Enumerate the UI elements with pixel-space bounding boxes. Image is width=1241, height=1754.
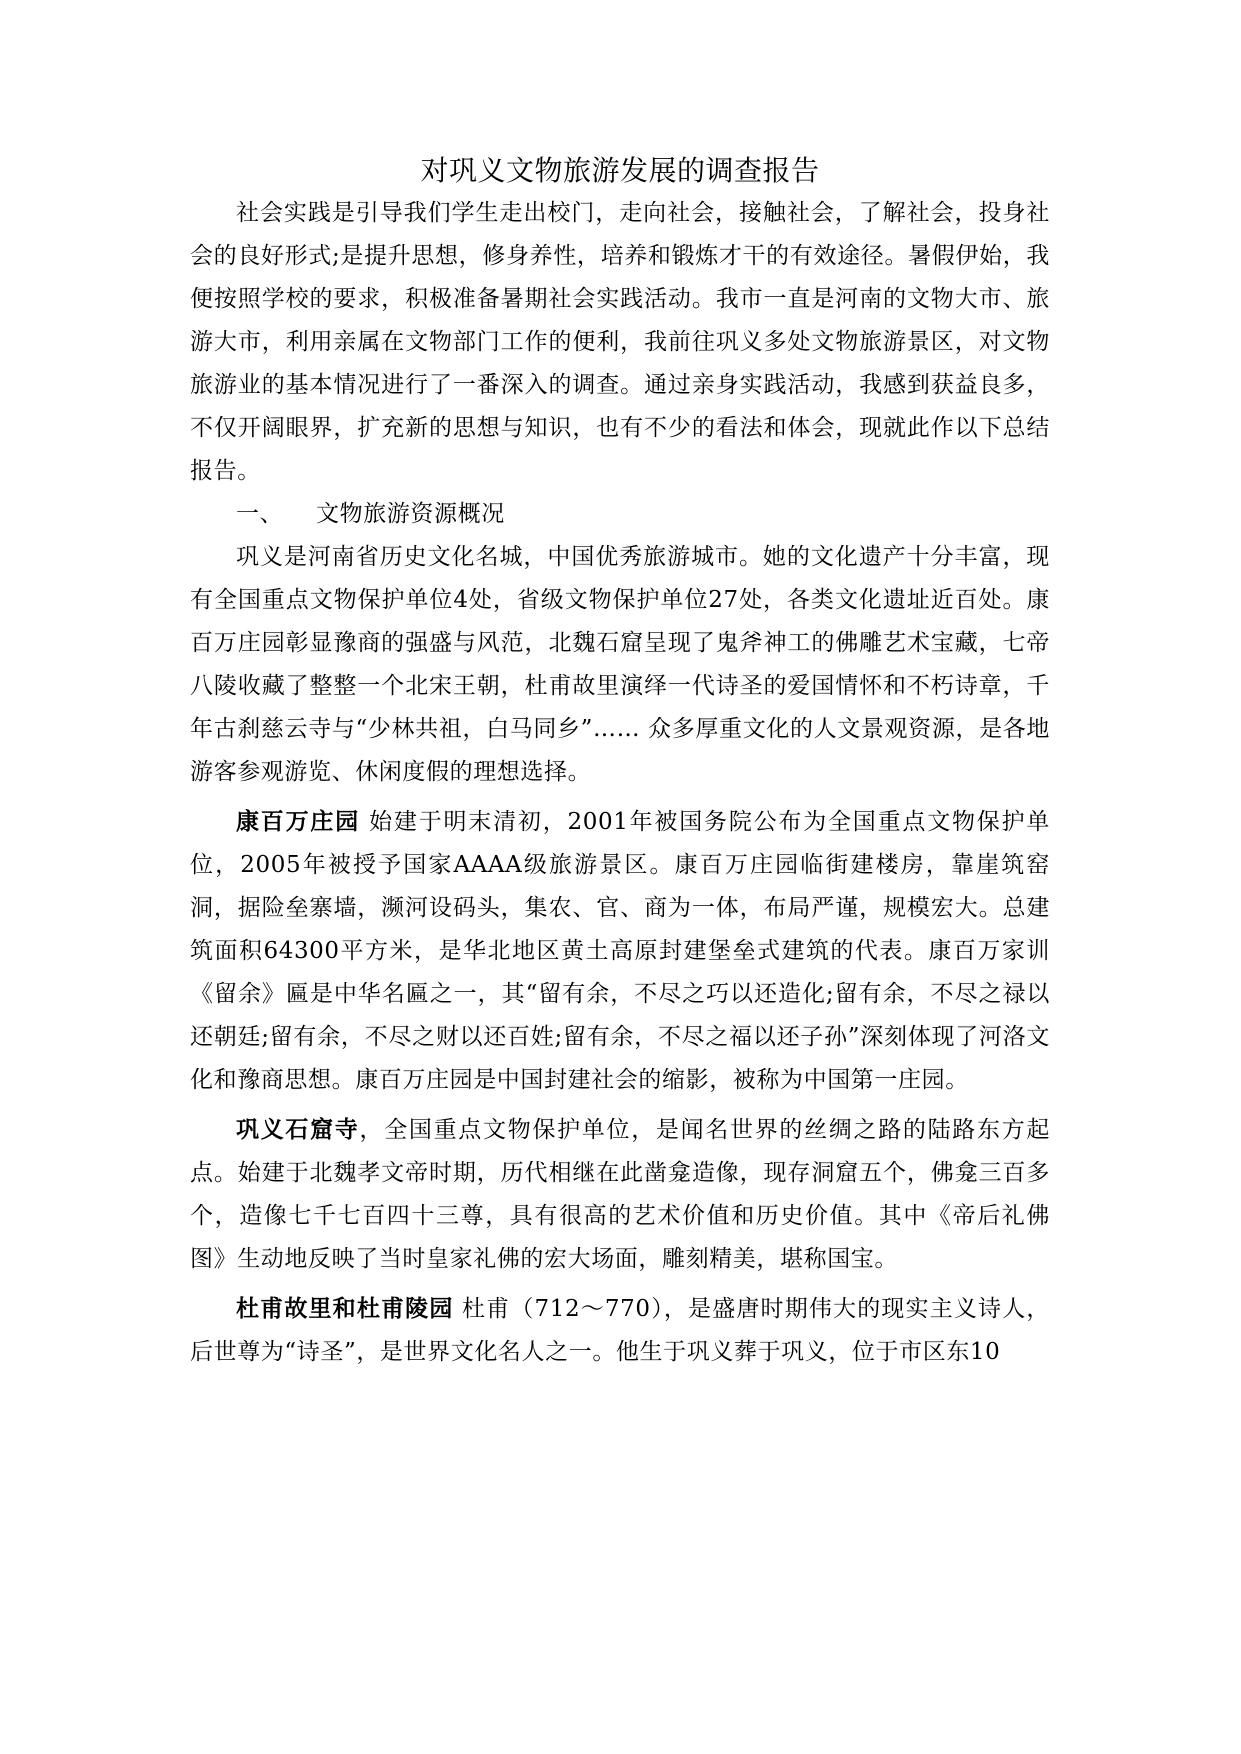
document-page [190, 150, 1050, 1374]
document-title: 对巩义文物旅游发展的调查报告 [420, 154, 820, 187]
overview-paragraph: 巩义是河南省历史文化名城，中国优秀旅游城市。她的文化遗产十分丰富，现有全国重点文物保护单位4处，省级文物保护单位27处，各类文化遗址近百处。康百万庄园彰显豫商的强盛与风范，北魏石窟呈现了鬼斧神工的佛雕艺术宝藏，七帝八陵收藏了整整一个北宋王朝，杜甫故里演绎一代诗圣的爱国情怀和不朽诗章，千年古刹慈云寺与“少林共祖，白马同乡”…… 众多厚重文化的人文景观资源，是各地游客参观游览、休闲度假的理想选择。 [190, 544, 1050, 785]
site-name: 巩义石窟寺 [236, 1116, 360, 1143]
site-name: 杜甫故里和杜甫陵园 [236, 1295, 454, 1322]
intro-paragraph: 社会实践是引导我们学生走出校门，走向社会，接触社会，了解社会，投身社会的良好形式;是提升思想，修身养性，培养和锻炼才干的有效途径。暑假伊始，我便按照学校的要求，积极准备暑期社会实践活动。我市一直是河南的文物大市、旅游大市，利用亲属在文物部门工作的便利，我前往巩义多处文物旅游景区，对文物旅游业的基本情况进行了一番深入的调查。通过亲身实践活动，我感到获益良多，不仅开阔眼界，扩充新的思想与知识，也有不少的看法和体会，现就此作以下总结报告。 [190, 200, 1050, 484]
site-paragraph-dufu [190, 1287, 1050, 1374]
section-title: 文物旅游资源概况 [316, 501, 505, 527]
site-text: 始建于明末清初，2001年被国务院公布为全国重点文物保护单位，2005年被授予国家AAAA级旅游景区。康百万庄园临街建楼房，靠崖筑窑洞，据险垒寨墙，濒河设码头，集农、官、商为一体，布局严谨，规模宏大。总建筑面积64300平方米，是华北地区黄土高原封建堡垒式建筑的代表。康百万家训《留余》匾是中华名匾之一，其“留有余，不尽之巧以还造化;留有余，不尽之禄以还朝廷;留有余，不尽之财以还百姓;留有余，不尽之福以还子孙”深刻体现了河洛文化和豫商思想。康百万庄园是中国封建社会的缩影，被称为中国第一庄园。 [190, 809, 1050, 1093]
section-heading [190, 493, 1050, 536]
site-name: 康百万庄园 [236, 808, 360, 835]
site-paragraph-kang [190, 800, 1050, 1102]
section-number: 一、 [236, 501, 284, 527]
site-text: 杜甫（712～770），是盛唐时期伟大的现实主义诗人，后世尊为“诗圣”，是世界文化名人之一。他生于巩义葬于巩义，位于市区东10 [190, 1296, 1050, 1365]
site-paragraph-grotto [190, 1108, 1050, 1281]
site-text: ，全国重点文物保护单位，是闻名世界的丝绸之路的陆路东方起点。始建于北魏孝文帝时期，历代相继在此凿龛造像，现存洞窟五个，佛龛三百多个，造像七千七百四十三尊，具有很高的艺术价值和历史价值。其中《帝后礼佛图》生动地反映了当时皇家礼佛的宏大场面，雕刻精美，堪称国宝。 [190, 1117, 1050, 1272]
